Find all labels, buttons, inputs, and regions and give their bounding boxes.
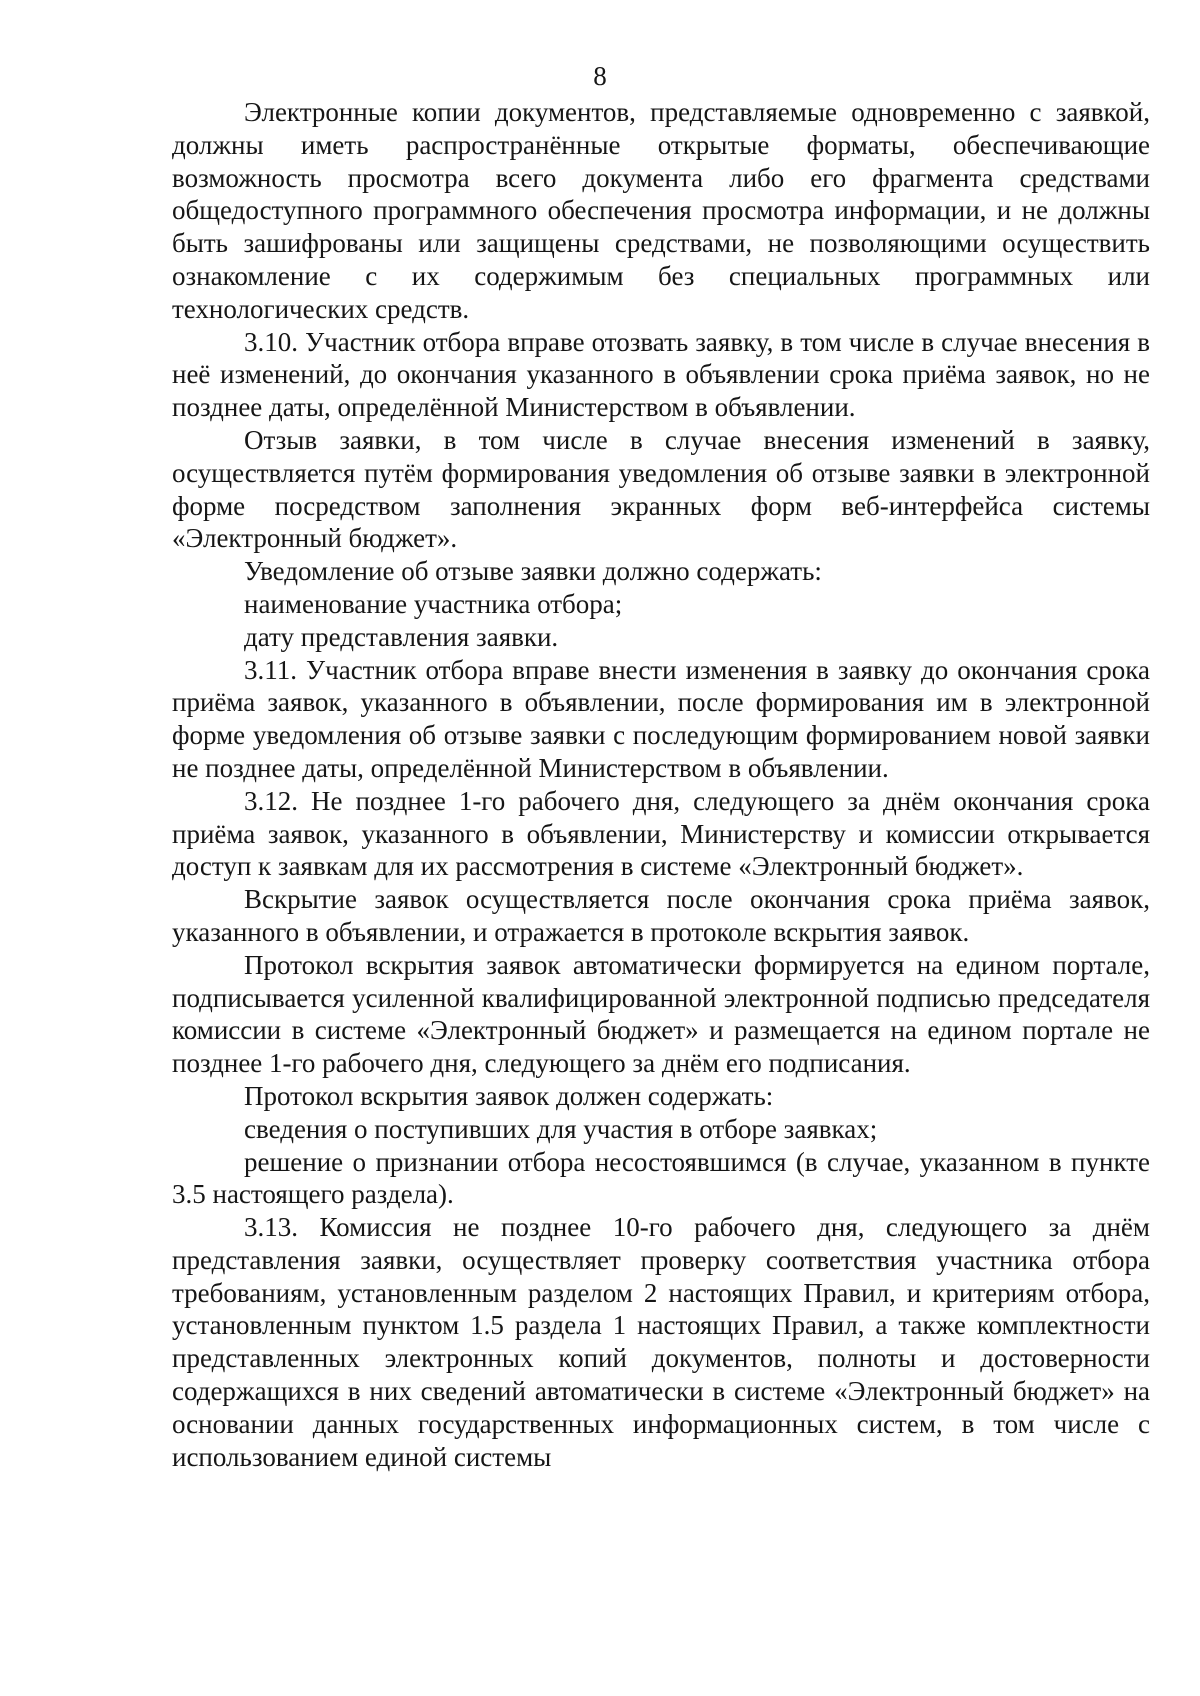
list-item-failed-selection: решение о признании отбора несостоявшимся (в случае, указанном в пункте 3.5 настоящего раздела). [172,1146,1150,1210]
paragraph-3-11: 3.11. Участник отбора вправе внести изменения в заявку до окончания срока приёма заявок, указанного в объявлении, после формирования им в электронной форме уведомления об отзыве заявки с последующим формированием новой заявки не позднее даты, определённой Министерством в объявлении. [172,654,1150,783]
list-item-participant-name: наименование участника отбора; [244,588,623,619]
document-body [172,96,1150,1473]
list-item-applications-info: сведения о поступивших для участия в отборе заявках; [244,1113,878,1144]
paragraph-3-12: 3.12. Не позднее 1-го рабочего дня, следующего за днём окончания срока приёма заявок, указанного в объявлении, Министерству и комиссии открывается доступ к заявкам для их рассмотрения в системе «Электронный бюджет». [172,785,1150,882]
paragraph-3-10: 3.10. Участник отбора вправе отозвать заявку, в том числе в случае внесения в неё изменений, до окончания указанного в объявлении срока приёма заявок, но не позднее даты, определённой Министерством в объявлении. [172,326,1150,423]
paragraph-protocol: Протокол вскрытия заявок автоматически формируется на едином портале, подписывается усиленной квалифицированной электронной подписью председателя комиссии в системе «Электронный бюджет» и размещается на едином портале не позднее 1-го рабочего дня, следующего за днём его подписания. [172,949,1150,1079]
paragraph-opening: Вскрытие заявок осуществляется после окончания срока приёма заявок, указанного в объявлении, и отражается в протоколе вскрытия заявок. [172,884,1150,947]
page-number: 8 [593,61,607,91]
paragraph-withdrawal: Отзыв заявки, в том числе в случае внесения изменений в заявку, осуществляется путём формирования уведомления об отзыве заявки в электронной форме посредством заполнения экранных форм веб-интерфейса системы «Электронный бюджет». [172,424,1150,554]
paragraph-protocol-content: Протокол вскрытия заявок должен содержать: [244,1080,774,1111]
list-item-submission-date: дату представления заявки. [244,621,559,652]
paragraph-3-13: 3.13. Комиссия не позднее 10-го рабочего дня, следующего за днём представления заявки, осуществляет проверку соответствия участника отбора требованиям, установленным разделом 2 настоящих Правил, и критериям отбора, установленным пунктом 1.5 раздела 1 настоящих Правил, а также комплектности представленных электронных копий документов, полноты и достоверности содержащихся в них сведений автоматически в системе «Электронный бюджет» на основании данных государственных информационных систем, в том числе с использованием единой системы [172,1212,1150,1472]
paragraph-notice-content: Уведомление об отзыве заявки должно содержать: [244,556,822,587]
paragraph-electronic-copies: Электронные копии документов, представляемые одновременно с заявкой, должны иметь распространённые открытые форматы, обеспечивающие возможность просмотра всего документа либо его фрагмента средствами общедоступного программного обеспечения просмотра информации, и не должны быть зашифрованы или защищены средствами, не позволяющими осуществить ознакомление с их содержимым без специальных программных или технологических средств. [172,97,1150,324]
